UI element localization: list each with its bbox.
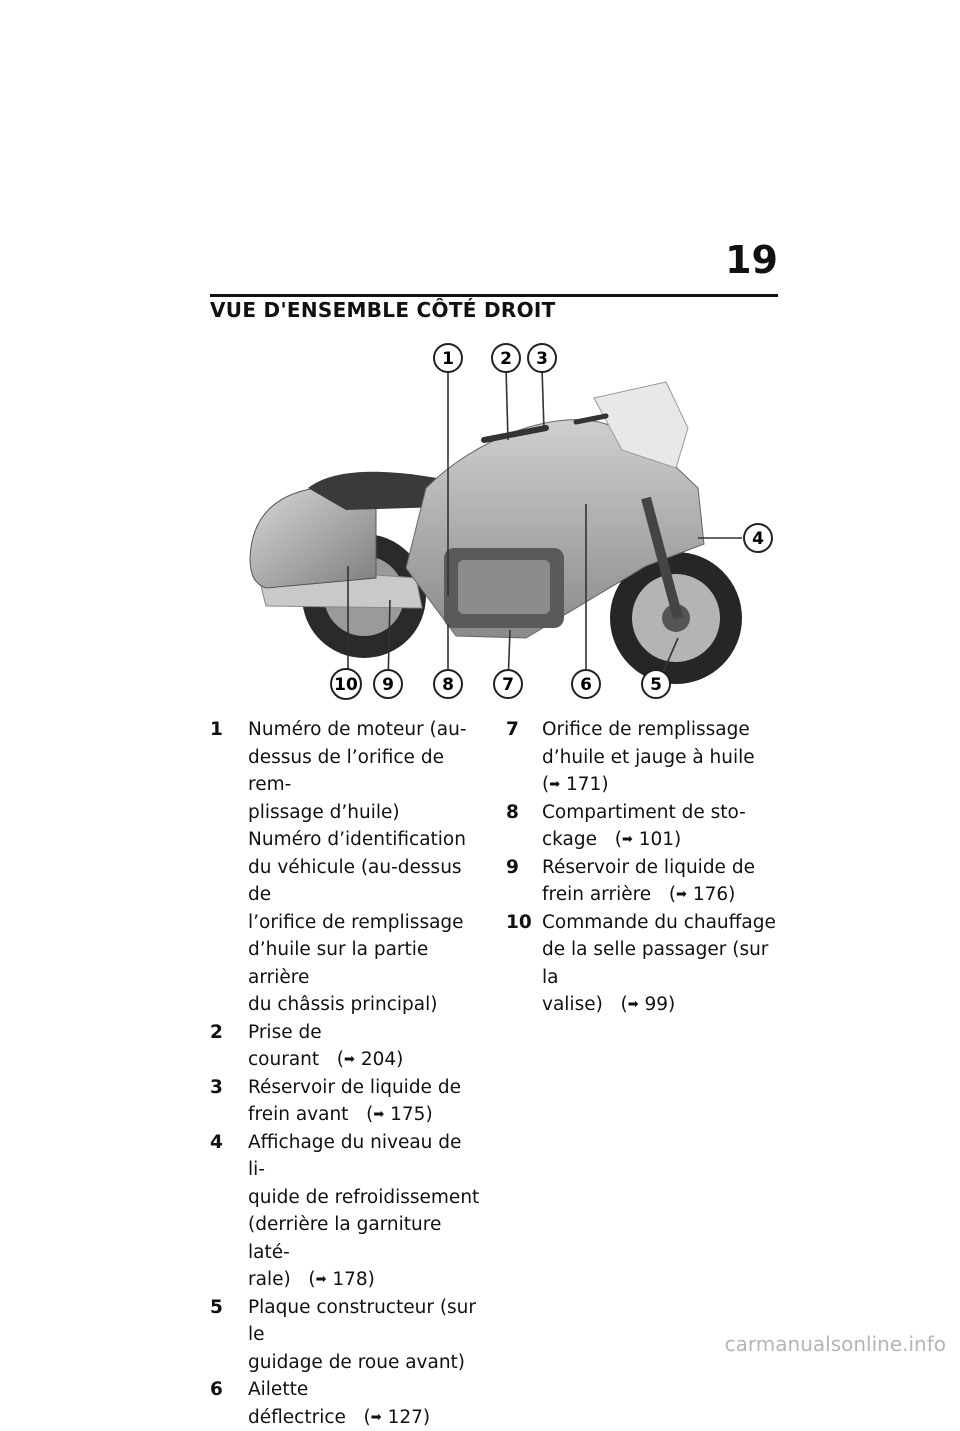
legend-text: dessus de l’orifice de rem- [248,746,444,795]
callout-3-label: 3 [536,349,548,369]
legend-text: du châssis principal) [248,994,438,1015]
page-reference-link[interactable]: (➡ 175) [366,1104,433,1125]
page-reference-link[interactable]: (➡ 204) [336,1049,404,1070]
callout-10-label: 10 [334,675,358,695]
legend-text: (derrière la garniture laté- [248,1214,442,1263]
arrow-right-icon: ➡ [344,1052,355,1067]
legend-number: 7 [506,719,519,740]
page-reference-number: 171 [566,774,602,795]
legend-item-4 [210,1129,480,1294]
page-reference-number: 204 [360,1049,397,1070]
legend-number: 3 [210,1076,223,1098]
legend-text: guidage de roue avant) [248,1351,466,1373]
callout-8 [434,670,462,698]
page-reference-number: 99 [644,994,669,1015]
legend-number: 1 [210,719,223,740]
callout-3 [528,344,556,372]
legend-item-10 [506,909,780,1019]
legend-text: Commande du chauffage [542,911,776,933]
callout-4-label: 4 [752,529,764,549]
legend-item-1 [210,716,480,1019]
page-reference-link[interactable]: (➡ 171) [542,774,609,795]
callout-5 [642,670,670,698]
callout-4 [744,524,772,552]
legend-text: Numéro d’identification [248,829,466,850]
legend-text: de la selle passager (sur la [542,939,769,988]
callout-1 [434,344,462,372]
legend-item-9 [506,854,780,909]
callout-9 [374,670,402,698]
legend-left-column [210,716,480,1431]
motorcycle-figure [226,338,788,708]
legend-item-6 [210,1376,480,1431]
legend-number: 5 [210,1296,223,1318]
arrow-right-icon: ➡ [621,832,633,847]
motorcycle-illustration [226,338,788,708]
legend-text: frein arrière [542,884,652,905]
legend-number: 2 [210,1021,223,1043]
callout-1-label: 1 [442,349,454,369]
legend-text: l’orifice de remplissage [248,911,464,933]
page-reference-number: 178 [332,1269,368,1290]
legend-item-8 [506,799,780,854]
legend-item-2 [210,1019,480,1074]
page-reference-number: 101 [638,829,675,850]
arrow-right-icon: ➡ [370,1409,382,1425]
legend-text: ckage [542,829,598,850]
page-reference-link[interactable]: (➡ 101) [614,829,682,850]
section-rule [210,294,778,297]
legend-number: 4 [210,1131,223,1153]
arrow-right-icon: ➡ [676,887,687,902]
legend-number: 10 [506,911,532,933]
page-reference-number: 175 [390,1104,426,1125]
arrow-right-icon: ➡ [549,777,561,792]
legend-text: plissage d’huile) [248,801,400,823]
callout-2 [492,344,520,372]
callout-10 [331,669,361,699]
legend-text: Plaque constructeur (sur le [248,1296,477,1345]
legend-item-5 [210,1294,480,1377]
legend-text: Compartiment de sto- [542,801,746,823]
legend-text: Réservoir de liquide de [248,1076,461,1098]
callout-8-label: 8 [442,675,454,695]
page-reference-link[interactable]: (➡ 99) [620,994,676,1015]
callout-2-label: 2 [500,349,512,369]
legend-text: valise) [542,994,603,1015]
callout-9-label: 9 [382,675,394,695]
callout-6 [572,670,600,698]
legend-text: d’huile et jauge à huile [542,746,755,768]
arrow-right-icon: ➡ [373,1107,385,1122]
legend-text: Prise de courant [248,1021,322,1070]
legend-text: Réservoir de liquide de [542,856,755,878]
legend-text: d’huile sur la partie arrière [248,939,429,988]
legend-number: 8 [506,801,519,823]
legend-text: Orifice de remplissage [542,719,750,740]
arrow-right-icon: ➡ [315,1272,327,1287]
legend-text: Affichage du niveau de li- [248,1131,462,1180]
callout-7-label: 7 [502,675,514,695]
legend-item-3 [210,1074,480,1129]
legend-number: 9 [506,856,519,878]
arrow-right-icon: ➡ [627,997,639,1012]
callout-7 [494,670,522,698]
section-title: VUE D'ENSEMBLE CÔTÉ DROIT [210,298,556,322]
watermark: carmanualsonline.info [724,1332,946,1356]
page-reference-number: 127 [387,1406,423,1428]
legend-item-7 [506,716,780,799]
legend-text: Numéro de moteur (au- [248,719,467,740]
page-reference-link[interactable]: (➡ 176) [668,884,736,905]
page-reference-link[interactable]: (➡ 178) [308,1269,375,1290]
page-number: 19 [725,238,778,282]
legend-right-column [506,716,780,1019]
legend-text: rale) [248,1269,291,1290]
legend-text: Ailette déflectrice [248,1379,346,1428]
legend-text: frein avant [248,1104,349,1125]
legend-number: 6 [210,1379,223,1400]
legend-text: du véhicule (au-dessus de [248,856,462,905]
callout-5-label: 5 [650,675,662,695]
callout-6-label: 6 [580,675,592,695]
page-reference-number: 176 [692,884,729,905]
legend-text: quide de refroidissement [248,1186,480,1208]
page-reference-link[interactable]: (➡ 127) [363,1406,431,1428]
